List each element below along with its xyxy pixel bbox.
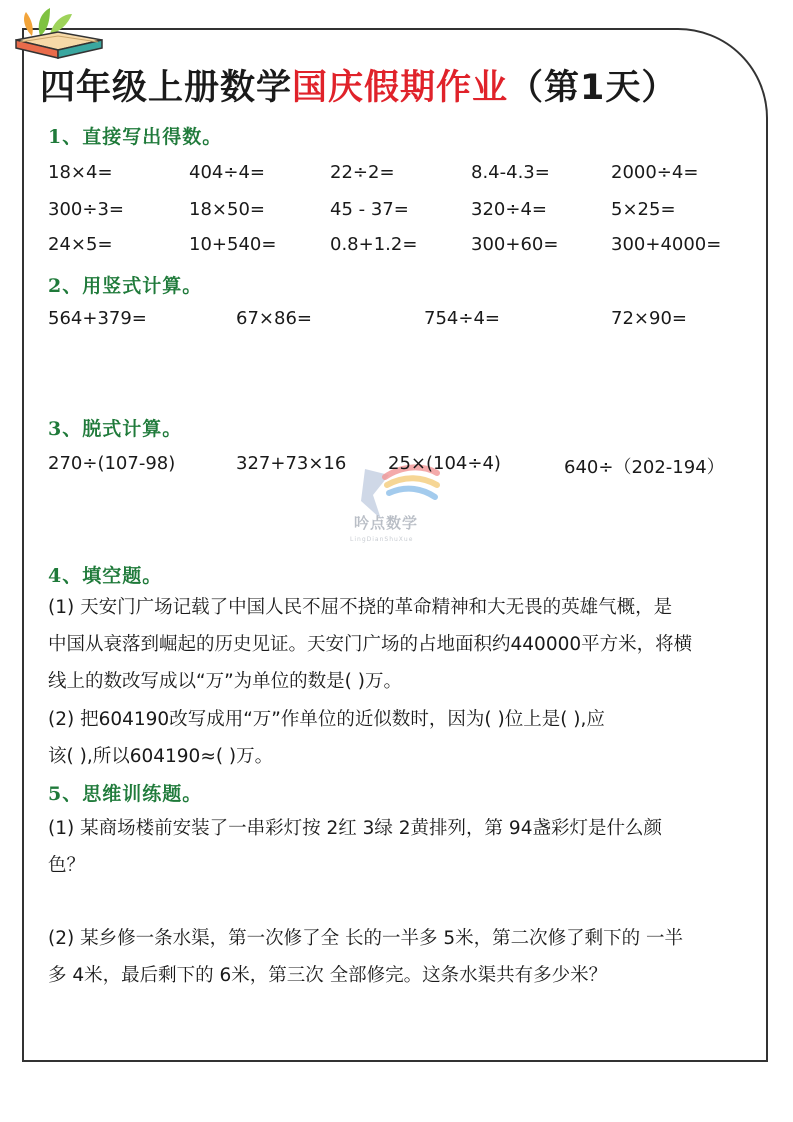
stepwise-item: 25×(104÷4) — [388, 453, 501, 474]
section-4-heading: 4、填空题。 — [48, 565, 163, 587]
watermark-sub: LingDianShuXue — [350, 536, 414, 543]
oral-item: 8.4-4.3= — [471, 162, 550, 183]
page-title — [40, 60, 677, 110]
oral-item: 18×50= — [189, 199, 265, 220]
section-5-heading: 5、思维训练题。 — [48, 783, 203, 805]
oral-item: 0.8+1.2= — [330, 234, 418, 255]
oral-item: 24×5= — [48, 234, 113, 255]
oral-item: 22÷2= — [330, 162, 395, 183]
text-line: (2) 某乡修一条水渠，第一次修了全 长的一半多 5米，第二次修了剩下的 一半 — [48, 928, 684, 949]
oral-item: 5×25= — [611, 199, 676, 220]
section-2-heading: 2、用竖式计算。 — [48, 275, 203, 297]
vertical-item: 564+379= — [48, 308, 147, 329]
book-logo-icon — [10, 6, 106, 68]
oral-item: 18×4= — [48, 162, 113, 183]
oral-item: 10+540= — [189, 234, 277, 255]
oral-item: 45 - 37= — [330, 199, 409, 220]
oral-item: 320÷4= — [471, 199, 547, 220]
text-line: 多 4米，最后剩下的 6米，第三次 全部修完。这条水渠共有多少米？ — [48, 965, 608, 986]
text-line: (1) 天安门广场记载了中国人民不屈不挠的革命精神和大无畏的英雄气概，是 — [48, 597, 673, 618]
thinking-question-2 — [48, 920, 758, 994]
title-day: （第1天） — [508, 68, 678, 108]
oral-item: 2000÷4= — [611, 162, 699, 183]
fill-question-2 — [48, 701, 758, 775]
text-line: 色？ — [48, 855, 86, 876]
thinking-question-1 — [48, 810, 758, 884]
text-line: 中国从衰落到崛起的历史见证。天安门广场的占地面积约440000平方米，将横 — [48, 634, 693, 655]
watermark-name: 吟点数学 — [354, 514, 419, 532]
text-line: 线上的数改写成以“万”为单位的数是( )万。 — [48, 671, 402, 692]
title-homework: 国庆假期作业 — [292, 68, 509, 108]
vertical-item: 67×86= — [236, 308, 312, 329]
vertical-item: 72×90= — [611, 308, 687, 329]
section-1-heading: 1、直接写出得数。 — [48, 126, 223, 148]
text-line: (2) 把604190改写成用“万”作单位的近似数时，因为( )位上是( ),应 — [48, 709, 605, 730]
oral-item: 404÷4= — [189, 162, 265, 183]
stepwise-item: 270÷(107-98) — [48, 453, 176, 474]
text-line: (1) 某商场楼前安装了一串彩灯按 2红 3绿 2黄排列，第 94盏彩灯是什么颜 — [48, 818, 662, 839]
title-grade: 四年级上册数学 — [40, 68, 293, 108]
oral-item: 300+4000= — [611, 234, 722, 255]
text-line: 该( ),所以604190≈( )万。 — [48, 746, 274, 767]
stepwise-item: 640÷（202-194） — [564, 457, 725, 478]
stepwise-item: 327+73×16 — [236, 453, 347, 474]
section-3-heading: 3、脱式计算。 — [48, 418, 183, 440]
oral-item: 300÷3= — [48, 199, 124, 220]
vertical-item: 754÷4= — [424, 308, 500, 329]
oral-item: 300+60= — [471, 234, 559, 255]
fill-question-1 — [48, 589, 758, 700]
